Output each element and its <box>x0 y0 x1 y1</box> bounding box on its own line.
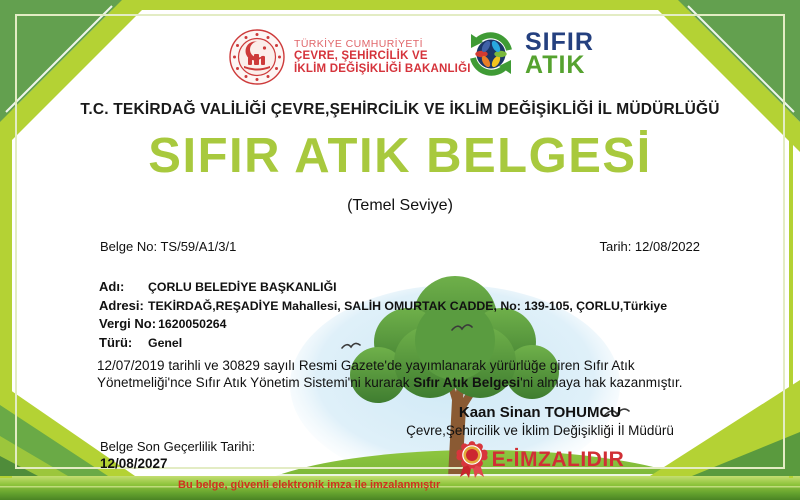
sifir-word: SIFIR <box>525 28 594 56</box>
ministry-line2: ÇEVRE, ŞEHİRCİLİK VE <box>294 49 428 62</box>
sifir-atik-wordmark <box>525 28 594 79</box>
body-line2-bold: Sıfır Atık Belgesi <box>413 375 521 391</box>
detail-label: Adresi: <box>99 297 144 313</box>
issuing-authority-subtitle: T.C. TEKİRDAĞ VALİLİĞİ ÇEVRE,ŞEHİRCİLİK VE İKLİM DEĞİŞİKLİĞİ İL MÜDÜRLÜĞÜ <box>80 101 720 118</box>
certificate-title: SIFIR ATIK BELGESİ <box>148 129 652 183</box>
detail-row-tax-no <box>99 316 719 331</box>
sifir-atik-logo-block <box>463 26 594 82</box>
certificate-body-text <box>97 357 727 392</box>
signer-name: Kaan Sinan TOHUMCU <box>458 404 622 421</box>
issue-date: Tarih: 12/08/2022 <box>599 239 700 254</box>
signer-title: Çevre,Şehircilik ve İklim Değişikliği İl Müdürü <box>406 423 674 438</box>
body-line1: 12/07/2019 tarihli ve 30829 sayılı Resmi Gazete'de yayımlanarak yürürlüğe giren Sıfır Atık <box>97 358 635 373</box>
ministry-line1: TÜRKİYE CUMHURİYETİ <box>294 37 423 50</box>
body-line2-post: 'ni almaya hak kazanmıştır. <box>520 375 683 391</box>
detail-value: TEKİRDAĞ,REŞADİYE Mahallesi, SALİH OMURTAK CADDE, No: 139-105, ÇORLU,Türkiye <box>148 298 668 313</box>
validity-block <box>100 439 255 471</box>
detail-value: Genel <box>148 335 183 350</box>
ministry-name <box>294 38 471 77</box>
document-number: Belge No: TS/59/A1/3/1 <box>100 239 237 254</box>
certificate-level: (Temel Seviye) <box>347 197 453 214</box>
detail-value: ÇORLU BELEDİYE BAŞKANLIĞI <box>148 280 337 294</box>
detail-row-name <box>99 279 719 294</box>
detail-label: Vergi No: <box>99 316 157 331</box>
ministry-line3: İKLİM DEĞİŞİKLİĞİ BAKANLIĞI <box>294 63 471 76</box>
atik-word: ATIK <box>525 51 586 79</box>
ministry-seal-icon <box>228 28 286 86</box>
detail-row-type <box>99 335 719 350</box>
body-line2 <box>97 374 727 391</box>
esign-row <box>365 441 715 479</box>
signature-block <box>365 404 715 479</box>
detail-label: Türü: <box>99 334 133 350</box>
sifir-atik-recycle-icon <box>463 26 519 82</box>
detail-row-address <box>99 298 719 313</box>
esign-label: E-İMZALIDIR <box>491 448 625 471</box>
ministry-logo-block <box>228 28 471 86</box>
detail-label: Adı: <box>99 279 125 294</box>
electronic-signature-note: Bu belge, güvenli elektronik imza ile imzalanmıştır <box>178 479 441 491</box>
certificate-header <box>0 26 800 92</box>
detail-value: 1620050264 <box>158 317 227 331</box>
validity-label: Belge Son Geçerlilik Tarihi: <box>100 439 256 454</box>
recipient-details <box>99 279 719 353</box>
body-line2-pre: Yönetmeliği'nce Sıfır Atık Yönetim Sistemi'ni kurarak <box>97 375 414 391</box>
validity-date: 12/08/2027 <box>100 456 168 471</box>
esign-seal-icon <box>456 441 488 479</box>
